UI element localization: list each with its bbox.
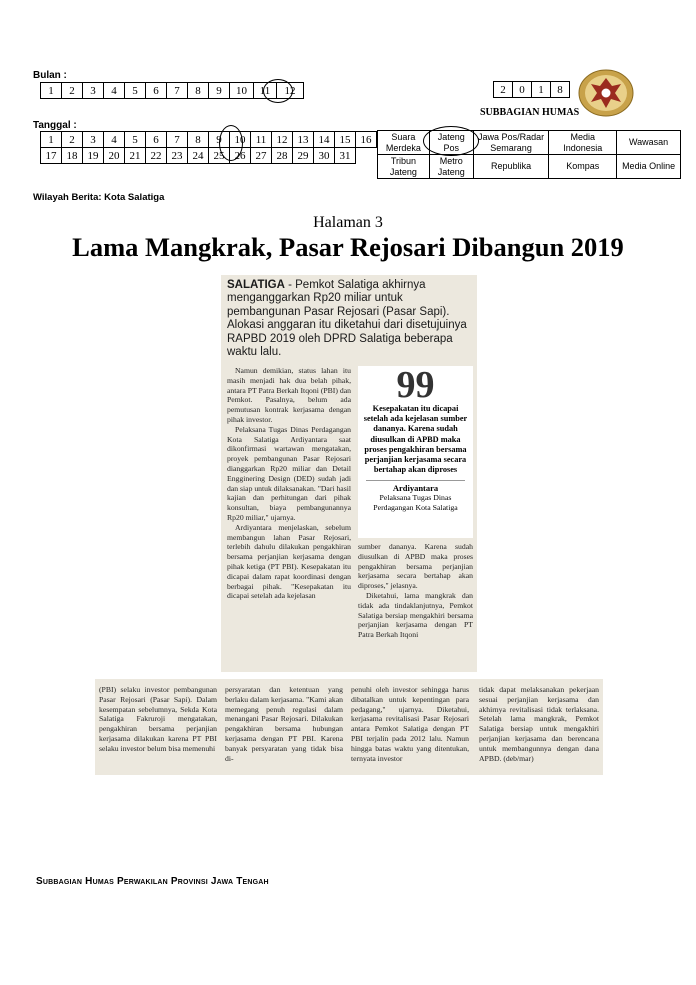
paragraph: tidak dapat melaksanakan pekerjaan sesuai perjanjian kerjasama dan akhirnya revitalisasi tidak terlaksana. Setelah lama mangkrak, Pemkot Salatiga bersiap untuk mengakhiri perjanjian kerjasama dan berencana untuk membangunnya dengan dana APBD. (deb/mar)	[479, 685, 599, 763]
bulan-cell: 11	[254, 83, 277, 99]
tanggal-cell: 27	[251, 148, 272, 164]
tanggal-cell: 19	[83, 148, 104, 164]
article-column-2	[358, 542, 473, 640]
bulan-cell: 6	[146, 83, 167, 99]
media-jawa-pos: Jawa Pos/Radar Semarang	[473, 131, 549, 155]
tanggal-cell: 22	[146, 148, 167, 164]
paragraph: persyaratan dan ketentuan yang berlaku dalam kerjasama. "Kami akan memegang penuh regulasi dalam menangani Pasar Rejosari. Dilakukan pengakhiran bersama hubungan kerjasama dengan PT PBI. Karena banyak persyaratan yang tidak bisa di-	[225, 685, 343, 763]
footer-label: Subbagian Humas Perwakilan Provinsi Jawa Tengah	[36, 876, 269, 887]
tanggal-cell: 26	[230, 148, 251, 164]
tanggal-cell: 25	[209, 148, 230, 164]
bulan-cell: 10	[230, 83, 254, 99]
bottom-column	[99, 685, 217, 754]
media-wawasan: Wawasan	[617, 131, 681, 155]
bottom-column	[479, 685, 599, 763]
quote-text: Kesepakatan itu dicapai setelah ada kejelasan sumber dananya. Karena sudah diusulkan di APBD maka proses pengakhiran bersama perjanjian kerjasama secara bertahap akan diproses	[363, 404, 468, 475]
selected-media-circle	[423, 126, 479, 156]
quote-name: Ardiyantara	[392, 483, 439, 494]
tanggal-cell: 1	[41, 132, 62, 148]
bulan-cell: 5	[125, 83, 146, 99]
media-indonesia: Media Indonesia	[549, 131, 617, 155]
selected-month-circle	[263, 79, 293, 103]
media-metro-jateng: Metro Jateng	[429, 155, 473, 179]
article-clipping-continuation	[95, 679, 603, 775]
tanggal-cell: 5	[125, 132, 146, 148]
paragraph: penuhi oleh investor sehingga harus dibatalkan untuk kepentingan para pedagang," ujarnya. Diketahui, kerjasama revitalisasi Pasar Rejosari antara Pemkot Salatiga dengan PT PBI terjalin pada 2012 lalu. Namun hingga batas waktu yang ditentukan, ternyata investor	[351, 685, 469, 763]
media-suara-merdeka: Suara Merdeka	[378, 131, 430, 155]
tanggal-cell: 8	[188, 132, 209, 148]
year-digit: 0	[513, 82, 532, 98]
quote-mark-icon: 99	[396, 364, 435, 406]
tanggal-cell: 20	[104, 148, 125, 164]
year-digit: 1	[532, 82, 551, 98]
page-number: Halaman 3	[313, 214, 383, 231]
bulan-cell: 8	[188, 83, 209, 99]
tanggal-cell	[356, 148, 377, 164]
tanggal-cell: 15	[335, 132, 356, 148]
lead-text: - Pemkot Salatiga akhirnya menganggarkan Rp20 miliar untuk pembangunan Pasar Rejosari (Pasar Sapi). Alokasi anggaran itu diketahui dari disetujuinya RAPBD 2019 oleh DPRD Salatiga beberapa waktu lalu.	[227, 279, 467, 359]
bulan-cell: 3	[83, 83, 104, 99]
tanggal-cell: 7	[167, 132, 188, 148]
quote-role: Pelaksana Tugas Dinas Perdagangan Kota Salatiga	[373, 493, 458, 513]
tanggal-cell: 14	[314, 132, 335, 148]
tanggal-cell: 18	[62, 148, 83, 164]
tanggal-cell: 21	[125, 148, 146, 164]
tanggal-cell: 28	[272, 148, 293, 164]
tanggal-cell: 31	[335, 148, 356, 164]
pull-quote	[358, 366, 473, 538]
tanggal-cell: 4	[104, 132, 125, 148]
bulan-cell: 4	[104, 83, 125, 99]
bottom-column	[351, 685, 469, 763]
tanggal-cell: 24	[188, 148, 209, 164]
bulan-cell: 9	[209, 83, 230, 99]
tanggal-grid	[40, 131, 377, 164]
paragraph: (PBI) selaku investor pembangunan Pasar Rejosari (Pasar Sapi). Dalam kesempatan sebelumnya, Sekda Kota Salatiga Fakruroji mengatakan, pengakhiran bersama perjanjian kerjasama dilakukan karena PT PBI selaku investor belum bisa memenuhi	[99, 685, 217, 753]
bulan-label: Bulan :	[33, 70, 67, 81]
tanggal-cell: 29	[293, 148, 314, 164]
tanggal-cell: 30	[314, 148, 335, 164]
media-online: Media Online	[617, 155, 681, 179]
article-lead	[227, 279, 473, 359]
tanggal-cell: 13	[293, 132, 314, 148]
lead-city: SALATIGA	[227, 279, 285, 291]
tanggal-cell: 2	[62, 132, 83, 148]
tanggal-cell: 16	[356, 132, 377, 148]
tanggal-cell: 9	[209, 132, 230, 148]
paragraph: Pelaksana Tugas Dinas Perdagangan Kota Salatiga Ardiyantara saat dikonfirmasi wartawan mengatakan, proyek pembangunan Pasar Rejosari dianggarkan Rp20 miliar dan Detail Engginering Design (DED) sudah jadi dan siap untuk dilaksanakan. "Dari hasil kajian dan perhitungan dari pihak konsultan, biaya pembangunannya Rp20 miliar," ujarnya.	[227, 424, 351, 522]
paragraph: Ardiyantara menjelaskan, sebelum membangun lahan Pasar Rejosari, terlebih dahulu dilakukan pengakhiran bersama perjanjian kerjasama dengan pihak ketiga (PT PBI). Kesepakatan itu dicapai dalam rapat koordinasi dengan berbagai pihak. "Kesepakatan itu dicapai setelah ada kejelasan	[227, 522, 351, 601]
tanggal-cell: 17	[41, 148, 62, 164]
article-clipping-main	[221, 275, 477, 672]
selected-date-circle	[219, 125, 243, 161]
media-kompas: Kompas	[549, 155, 617, 179]
tanggal-label: Tanggal :	[33, 120, 77, 131]
tanggal-cell: 12	[272, 132, 293, 148]
article-column-1	[227, 366, 351, 601]
bulan-cell: 1	[41, 83, 62, 99]
year-digit: 2	[494, 82, 513, 98]
media-jateng-pos: Jateng Pos	[429, 131, 473, 155]
bulan-cell: 12	[277, 83, 304, 99]
paragraph: sumber dananya. Karena sudah diusulkan di APBD maka proses pengakhiran bersama perjanjian kerjasama secara bertahap akan diproses," jelasnya.	[358, 542, 473, 591]
wilayah-berita: Wilayah Berita: Kota Salatiga	[33, 192, 165, 203]
year-digit: 8	[551, 82, 570, 98]
bulan-cell: 2	[62, 83, 83, 99]
tanggal-cell: 3	[83, 132, 104, 148]
year-grid	[493, 81, 570, 98]
media-tribun-jateng: Tribun Jateng	[378, 155, 430, 179]
article-headline: Lama Mangkrak, Pasar Rejosari Dibangun 2019	[72, 232, 624, 262]
paragraph: Diketahui, lama mangkrak dan tidak ada tindaklanjutnya, Pemkot Salatiga bersiap mengakhiri bersama perjanjian kerjasama dengan PT Patra Berkah Itqoni	[358, 590, 473, 640]
subbagian-humas-label: SUBBAGIAN HUMAS	[480, 107, 580, 118]
tanggal-cell: 23	[167, 148, 188, 164]
tanggal-cell: 10	[230, 132, 251, 148]
bottom-column	[225, 685, 343, 763]
tanggal-cell: 11	[251, 132, 272, 148]
tanggal-cell: 6	[146, 132, 167, 148]
bulan-cell: 7	[167, 83, 188, 99]
garuda-emblem-icon	[577, 68, 635, 118]
paragraph: Namun demikian, status lahan itu masih menjadi hak dua belah pihak, antara PT Patra Berkah Itqoni (PBI) dan Pemkot. Pasalnya, belum ada pemutusan kontrak kerjasama dengan pihak investor.	[227, 366, 351, 424]
media-republika: Republika	[473, 155, 549, 179]
